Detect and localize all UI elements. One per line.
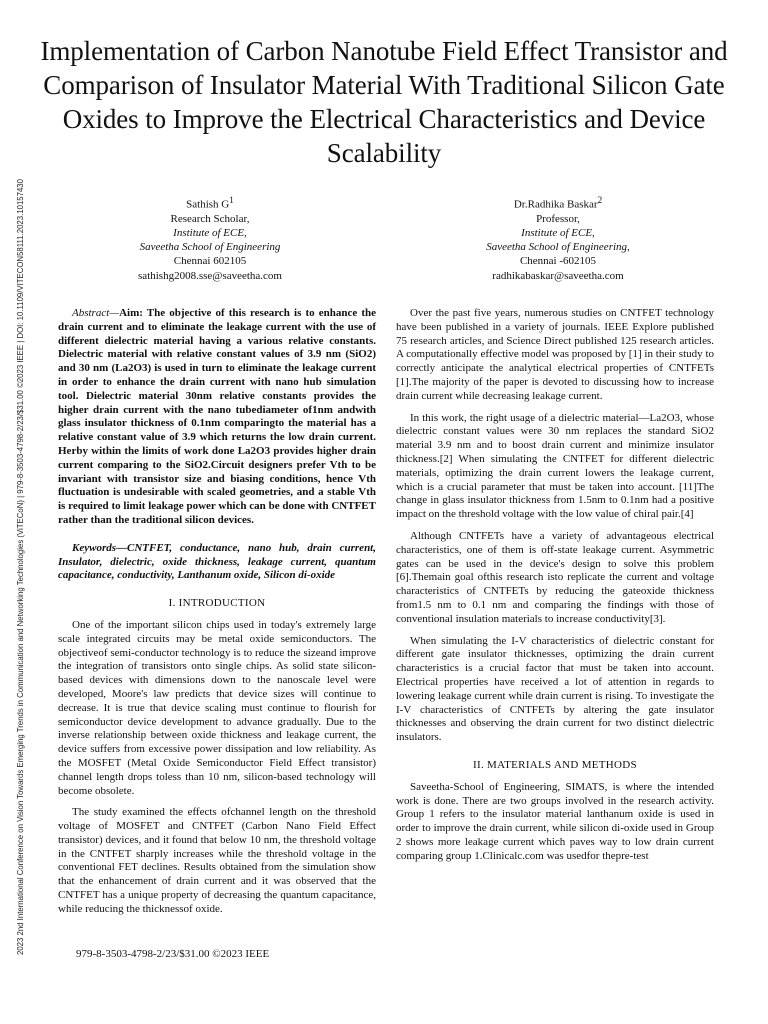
- author-city: Chennai -602105: [519, 255, 597, 268]
- keywords-text: CNTFET, conductance, nano hub, drain current, Insulator, dielectric, oxide thickness, leakage current, quantum capacitance, conductivity, Lanthanum oxide, Silicon di-oxide: [58, 541, 376, 582]
- sidebar-citation: [4, 60, 30, 960]
- copyright-footer: 979-8-3503-4798-2/23/$31.00 ©2023 IEEE: [76, 948, 270, 960]
- author-sup: 1: [229, 195, 234, 205]
- intro-paragraph-1: One of the important silicon chips used in today's extremely large scale integrated circuits may be metal oxide semiconductors. The objectiveof semi-conductor technology is to reduce the sizeand improve the integration of transistors onto single chips. As solid state silicon-based devices with dimensions down to the nanoscale level were developed, Moore's law predicts that device sizes will continue to decrease. It is true that device scaling must continue to flourish for semiconductor device development to advance gradually. Due to the inverse relationship between oxide thickness and leakage current, the device suffers from excessive power dissipation and low reliability. As the MOSFET (Metal Oxide Semiconductor Field Effect transistor) channel length drops toless than 10 nm, silicon-based technology will become obsolete.: [58, 618, 376, 797]
- author-school: Saveetha School of Engineering: [139, 241, 281, 254]
- author-email[interactable]: radhikabaskar@saveetha.com: [492, 269, 624, 282]
- right-paragraph-3: Although CNTFETs have a variety of advantageous electrical characteristics, one of them is off-state leakage current. Asymmetric gates can be used in the device's design to solve this problem [6].Themain goal ofthis research isto replicate the current and voltage characteristics of CNTFETs by reducing the gateoxide thickness from1.5 nm to 0.1 nm and comparing the findings with those of conventional insulation materials to increase conductivity[3].: [396, 529, 714, 625]
- author-dept: Institute of ECE,: [521, 227, 595, 240]
- author-role: Professor,: [536, 212, 580, 225]
- right-paragraph-1: Over the past five years, numerous studies on CNTFET technology have been published in a variety of journals. IEEE Explore published 75 research articles, and Science Direct published 125 research articles. A computationally effective model was proposed by [1] in their study to correctly anticipate the analytical electrical properties of CNTFETs [1].The majority of the paper is devoted to discussing how to increase drain current while decreasing leakage current.: [396, 307, 714, 402]
- author-block-1: [60, 193, 360, 283]
- keywords-lead: Keywords—: [72, 541, 127, 554]
- author-role: Research Scholar,: [170, 212, 250, 225]
- abstract-lead: Abstract—: [72, 307, 120, 319]
- abstract-text: Aim: The objective of this research is to enhance the drain current and to eliminate the leakage current with the use of different dielectric material having a various relative constants. Dielectric material with relative constant values of 3.9 nm (SiO2) and 30 nm (La2O3) is used in turn to eliminate the leakage current in order to enhance the drain current with nano hub simulation tool. Dielectric material 30nm relative constants provides the higher drain current with the nano tubediameter of1nm andwith glass insulator thickness of 0.1nm comparingto the material has a relative constant value of 3.9 which returns the low drain current. Herby within the limits of work done La2O3 provides higher drain current comparing to the SiO2.Circuit designers prefer Vth to be invariant with transistor size and biasing conditions, hence Vth fluctuation is undesirable with scaled geometries, and a stable Vth is required to limit leakage power which can be done with CNTFET rather than the traditional silicon devices.: [58, 307, 376, 526]
- author-email[interactable]: sathishg2008.sse@saveetha.com: [138, 269, 282, 282]
- author-dept: Institute of ECE,: [173, 227, 247, 240]
- author-city: Chennai 602105: [173, 255, 247, 268]
- keywords: [58, 542, 376, 583]
- author-school: Saveetha School of Engineering,: [486, 241, 630, 254]
- methods-paragraph-1: Saveetha-School of Engineering, SIMATS, is where the intended work is done. There are two groups involved in the research activity. Group 1 refers to the insulator material lanthanum oxide is used in order to improve the drain current, while silicon di-oxide used in Group 2 shows more leakage current which paves way to low drain current comparing group 1.Clinicalc.com was usedfor thepre-test: [396, 780, 714, 862]
- right-column: [396, 307, 714, 871]
- author-name: Dr.Radhika Baskar: [513, 198, 598, 211]
- intro-paragraph-2: The study examined the effects ofchannel length on the threshold voltage of MOSFET and CNTFET (Carbon Nano Field Effect transistor) devices, and it found that below 10 nm, the threshold voltage in the CNTFET sharply increases while the threshold voltage in the conventional FET declines. Results obtained from the simulation show that the enhancement of drain current and it was observed that the CNTFET has a unique property of decreasing the quantum capacitance, while reducing the thicknessof oxide.: [58, 806, 376, 915]
- sidebar-citation-text: 2023 2nd International Conference on Vision Towards Emerging Trends in Communication and Networking Technologies (ViTECoN) | 979-8-3503-4798-2/23/$31.00 ©2023 IEEE | DOI: 10.1109/VITECON58111.2023.10157430: [16, 179, 25, 955]
- left-column: [58, 307, 376, 925]
- author-block-2: [408, 193, 708, 283]
- paper-title: Implementation of Carbon Nanotube Field Effect Transistor and Comparison of Insulator Material With Traditional Silicon Gate Oxides to Improve the Electrical Characteristics and Device Scalability: [40, 36, 728, 168]
- section-heading-introduction: I. INTRODUCTION: [168, 597, 266, 610]
- right-paragraph-2: In this work, the right usage of a dielectric material—La2O3, whose dielectric constant values were 30 nm replaces the standard SiO2 material 3.9 nm and to boost drain current and minimize insulator thickness.[2] When simulating the CNTFET for different dielectric materials, optimizing the drain current lowers the leakage current, which is a crucial parameter that must be taken into account. [11]The change in glass insulator thickness from 1.5nm to 0.1nm had a positive impact on the threshold voltage with the low value of chiral pair.[4]: [396, 411, 714, 521]
- author-sup: 2: [597, 195, 603, 205]
- section-heading-methods: II. MATERIALS AND METHODS: [473, 758, 637, 771]
- abstract: [58, 307, 376, 528]
- right-paragraph-4: When simulating the I-V characteristics of dielectric constant for different gate insulator thicknesses, optimizing the drain current characteristics is a crucial factor that must be taken into account. Electrical properties have received a lot of attention in regards to lowering leakage current while drain current is rising. To investigate the I-V characteristics of CNTFETs by altering the gate insulator thicknesses and observing the drain current for two distinct dielectric insulators.: [396, 634, 714, 744]
- author-name: Sathish G: [186, 198, 230, 211]
